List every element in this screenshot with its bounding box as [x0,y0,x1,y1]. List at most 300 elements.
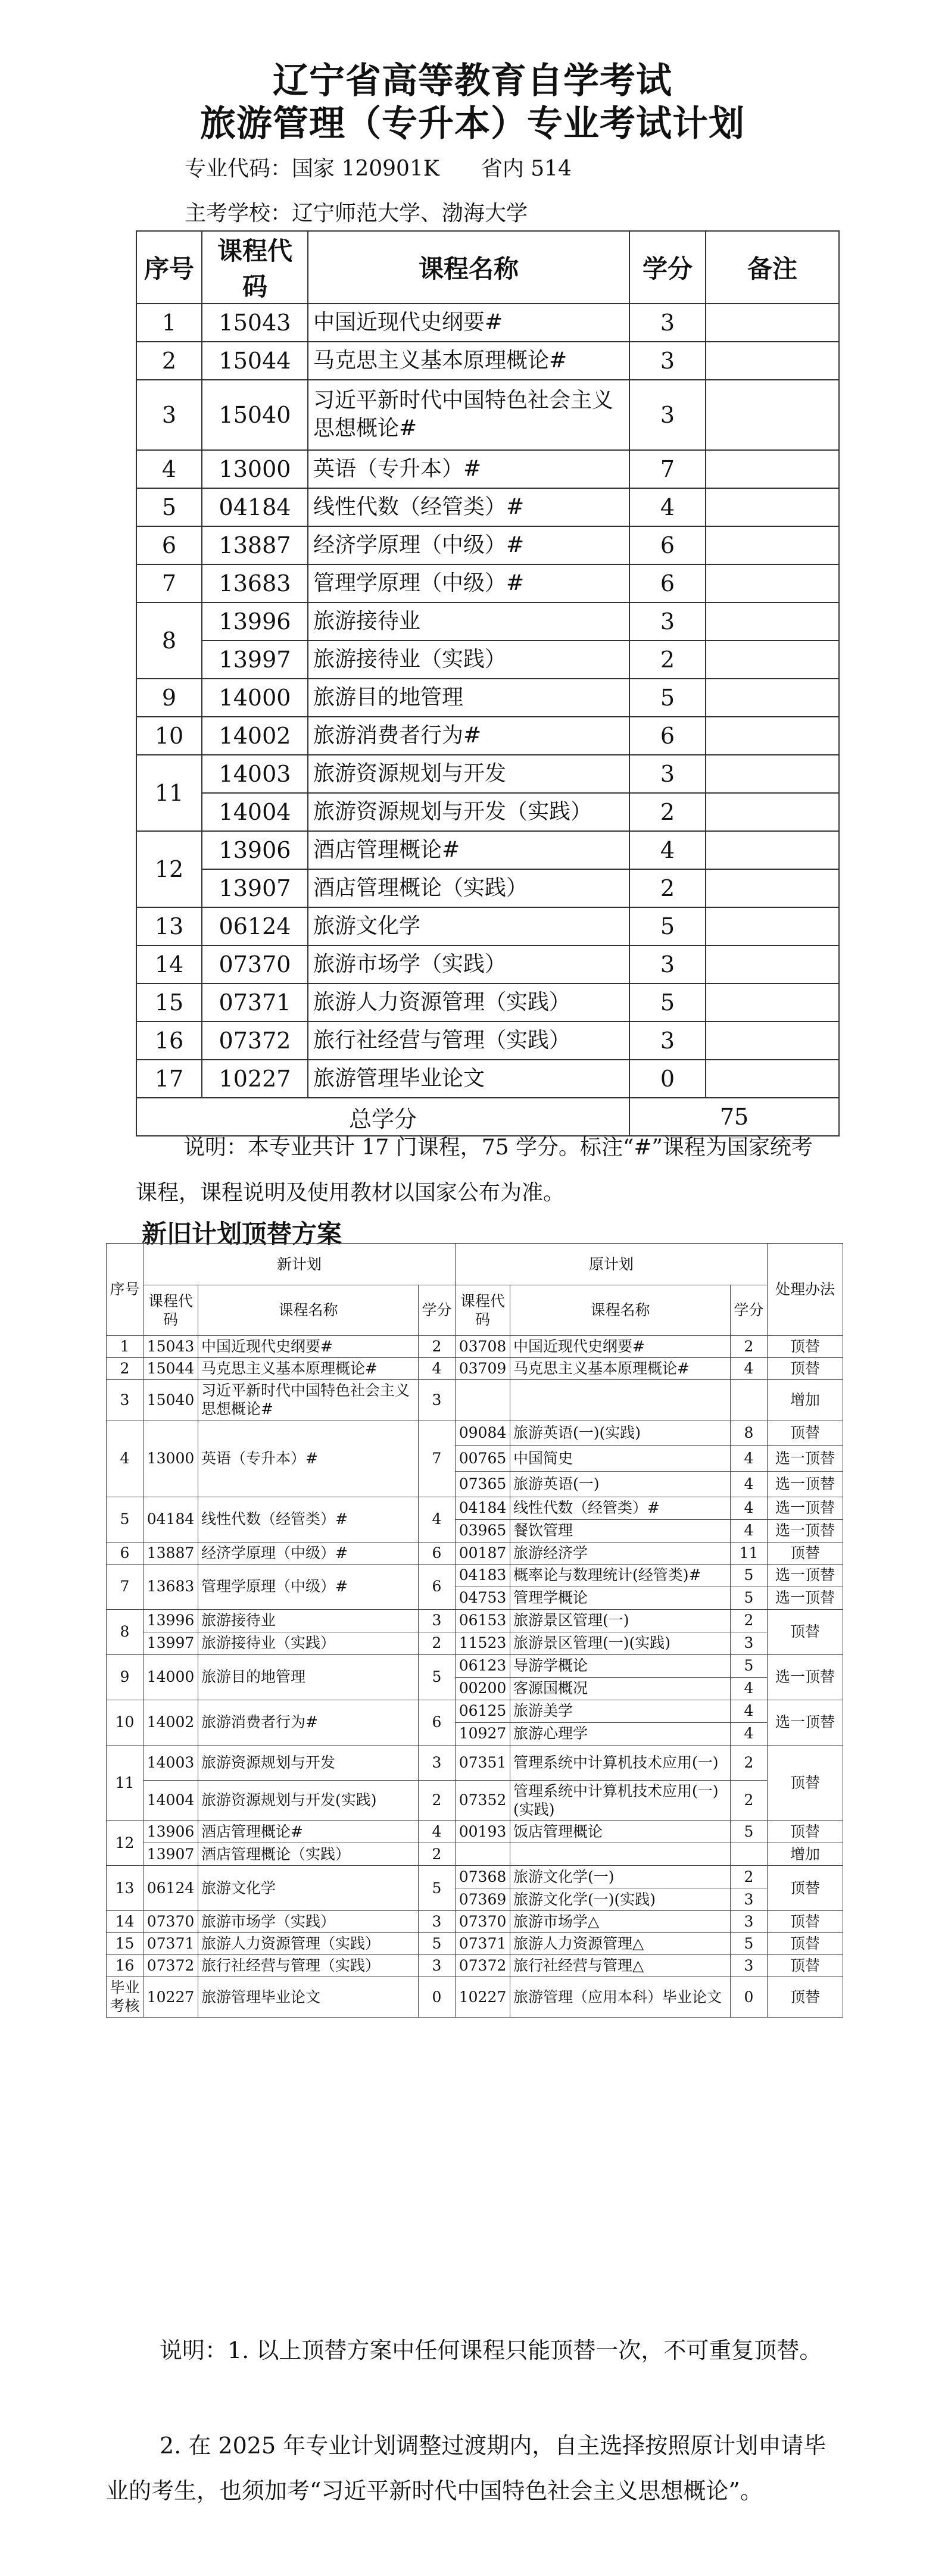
table-row [107,1911,843,1933]
new-course-credit: 3 [419,1380,456,1420]
table-row [107,1358,843,1380]
col-header-old-plan: 原计划 [456,1244,768,1285]
new-course-code: 07371 [144,1933,198,1955]
course-name: 旅游接待业 [308,602,629,641]
course-credit: 4 [629,831,706,869]
course-code: 13906 [202,831,308,869]
new-course-name: 马克思主义基本原理概论# [198,1358,419,1380]
old-course-name: 旅游英语(一)(实践) [510,1420,731,1445]
new-course-credit: 0 [419,1977,456,2018]
old-course-name: 旅游管理（应用本科）毕业论文 [510,1977,731,2018]
course-remark [706,304,839,342]
row-number: 12 [136,831,202,907]
action: 顶替 [768,1821,843,1843]
old-course-name: 旅游景区管理(一)(实践) [510,1632,731,1654]
action: 顶替 [768,1911,843,1933]
new-course-name: 经济学原理（中级）# [198,1542,419,1564]
row-number: 15 [136,983,202,1022]
table-row [107,1654,843,1677]
old-course-code [456,1843,510,1866]
old-course-code: 04753 [456,1587,510,1609]
group-number: 12 [107,1821,144,1866]
new-course-code: 06124 [144,1866,198,1911]
course-remark [706,945,839,983]
old-course-credit: 3 [731,1632,768,1654]
new-course-name: 管理学原理（中级）# [198,1564,419,1609]
action: 选一顶替 [768,1700,843,1745]
new-course-name: 旅行社经营与管理（实践） [198,1955,419,1977]
new-course-code: 15044 [144,1358,198,1380]
table-row [107,1420,843,1445]
table-row [107,1780,843,1821]
col-header-action: 处理办法 [768,1244,843,1336]
course-remark [706,679,839,717]
table-row [136,755,839,793]
action: 顶替 [768,1955,843,1977]
course-code: 14000 [202,679,308,717]
course-code: 13997 [202,641,308,679]
old-course-code: 00187 [456,1542,510,1564]
action: 顶替 [768,1933,843,1955]
row-number: 2 [136,342,202,380]
table-row [136,945,839,983]
new-course-code: 14002 [144,1700,198,1745]
new-course-credit: 4 [419,1358,456,1380]
new-course-credit: 2 [419,1780,456,1821]
main-col-header: 学分 [629,231,706,304]
old-course-name: 旅游美学 [510,1700,731,1722]
doc-title: 辽宁省高等教育自学考试 [273,60,672,102]
old-course-credit: 2 [731,1336,768,1358]
old-course-name: 旅行社经营与管理△ [510,1955,731,1977]
action: 选一顶替 [768,1654,843,1700]
course-code: 04184 [202,488,308,526]
table-row [107,1380,843,1420]
table-row [107,1564,843,1587]
plan-note: 说明：本专业共计 17 门课程，75 学分。标注“#”课程为国家统考课程，课程说明及使用教材以国家公布为准。 [136,1135,813,1205]
old-course-credit: 5 [731,1587,768,1609]
old-course-name: 概率论与数理统计(经管类)# [510,1564,731,1587]
table-row [136,831,839,869]
course-name: 旅游资源规划与开发（实践） [308,793,629,831]
old-course-code: 07368 [456,1866,510,1888]
table-row [136,564,839,602]
new-course-credit: 7 [419,1420,456,1497]
old-course-credit: 4 [731,1519,768,1542]
old-course-name: 旅游经济学 [510,1542,731,1564]
action: 选一顶替 [768,1587,843,1609]
group-number: 2 [107,1358,144,1380]
group-number: 10 [107,1700,144,1745]
old-course-credit: 3 [731,1911,768,1933]
group-number: 5 [107,1497,144,1542]
national-code: 专业代码：国家 120901K [185,157,439,181]
new-course-code: 13997 [144,1632,198,1654]
action: 顶替 [768,1866,843,1911]
old-course-code: 00765 [456,1445,510,1471]
old-course-code: 07352 [456,1780,510,1821]
course-credit: 6 [629,717,706,755]
new-course-credit: 5 [419,1933,456,1955]
group-number: 1 [107,1336,144,1358]
table-row [136,1060,839,1098]
course-credit: 3 [629,602,706,641]
new-course-name: 旅游人力资源管理（实践） [198,1933,419,1955]
old-course-name: 线性代数（经管类）# [510,1497,731,1519]
main-col-header: 序号 [136,231,202,304]
col-header-new-name: 课程名称 [198,1285,419,1336]
course-credit: 5 [629,983,706,1022]
col-header-old-credit: 学分 [731,1285,768,1336]
course-name: 旅行社经营与管理（实践） [308,1022,629,1060]
course-credit: 7 [629,450,706,488]
new-course-code: 10227 [144,1977,198,2018]
table-row [107,1700,843,1722]
course-code: 14003 [202,755,308,793]
group-number: 8 [107,1609,144,1654]
new-course-name: 旅游管理毕业论文 [198,1977,419,2018]
old-course-code: 06123 [456,1654,510,1677]
old-course-name: 旅游英语(一) [510,1471,731,1497]
new-course-credit: 3 [419,1955,456,1977]
old-course-code: 10227 [456,1977,510,2018]
table-row [136,983,839,1022]
new-course-name: 旅游文化学 [198,1866,419,1911]
action: 增加 [768,1843,843,1866]
action: 选一顶替 [768,1471,843,1497]
row-number: 9 [136,679,202,717]
province-code: 省内 514 [481,157,572,181]
group-number: 14 [107,1911,144,1933]
section-title: 新旧计划顶替方案 [142,1219,342,1248]
course-credit: 2 [629,869,706,907]
new-course-credit: 2 [419,1336,456,1358]
course-credit: 3 [629,1022,706,1060]
old-course-credit: 4 [731,1471,768,1497]
course-name: 英语（专升本）# [308,450,629,488]
course-remark [706,526,839,564]
row-number: 11 [136,755,202,831]
old-course-credit: 3 [731,1955,768,1977]
course-credit: 3 [629,755,706,793]
course-code: 13996 [202,602,308,641]
course-name: 经济学原理（中级）# [308,526,629,564]
new-course-name: 英语（专升本）# [198,1420,419,1497]
old-course-code: 06125 [456,1700,510,1722]
group-number: 3 [107,1380,144,1420]
total-value: 75 [629,1098,839,1136]
course-code: 13887 [202,526,308,564]
old-course-credit: 11 [731,1542,768,1564]
old-course-code: 07369 [456,1888,510,1911]
col-header-old-name: 课程名称 [510,1285,731,1336]
course-remark [706,450,839,488]
group-number: 16 [107,1955,144,1977]
course-credit: 5 [629,679,706,717]
old-course-name: 旅游心理学 [510,1722,731,1745]
new-course-name: 旅游接待业 [198,1609,419,1632]
course-remark [706,564,839,602]
action: 顶替 [768,1358,843,1380]
replacement-note-2: 2. 在 2025 年专业计划调整过渡期内，自主选择按照原计划申请毕业的考生，也须加考“习近平新时代中国特色社会主义思想概论”。 [106,2433,827,2504]
new-course-name: 线性代数（经管类）# [198,1497,419,1542]
old-course-credit [731,1380,768,1420]
replacement-note-1: 说明：1. 以上顶替方案中任何课程只能顶替一次，不可重复顶替。 [160,2337,822,2363]
course-remark [706,907,839,945]
old-course-name: 旅游人力资源管理△ [510,1933,731,1955]
col-header-new-code: 课程代码 [144,1285,198,1336]
course-name: 习近平新时代中国特色社会主义思想概论# [308,380,629,450]
old-course-credit: 0 [731,1977,768,2018]
course-credit: 6 [629,564,706,602]
course-remark [706,831,839,869]
course-code: 07372 [202,1022,308,1060]
old-course-name: 中国简史 [510,1445,731,1471]
table-row [107,1609,843,1632]
course-name: 旅游接待业（实践） [308,641,629,679]
group-number: 7 [107,1564,144,1609]
old-course-code: 03708 [456,1336,510,1358]
action: 选一顶替 [768,1564,843,1587]
new-course-name: 习近平新时代中国特色社会主义思想概论# [198,1380,419,1420]
old-course-credit: 4 [731,1445,768,1471]
new-course-code: 07372 [144,1955,198,1977]
old-course-credit: 4 [731,1677,768,1700]
row-number: 14 [136,945,202,983]
replacement-table [106,1243,843,2018]
old-course-code: 11523 [456,1632,510,1654]
main-col-header: 课程名称 [308,231,629,304]
new-course-credit: 2 [419,1843,456,1866]
table-row [136,526,839,564]
table-row [107,1955,843,1977]
old-course-code: 04184 [456,1497,510,1519]
course-name: 管理学原理（中级）# [308,564,629,602]
course-name: 酒店管理概论# [308,831,629,869]
old-course-credit: 4 [731,1700,768,1722]
action: 顶替 [768,1336,843,1358]
course-name: 酒店管理概论（实践） [308,869,629,907]
table-row [136,342,839,380]
new-course-credit: 5 [419,1654,456,1700]
col-header-no: 序号 [107,1244,144,1336]
new-course-credit: 6 [419,1542,456,1564]
old-course-code: 03709 [456,1358,510,1380]
new-course-name: 旅游目的地管理 [198,1654,419,1700]
course-code: 14004 [202,793,308,831]
action: 顶替 [768,1420,843,1445]
new-course-code: 15040 [144,1380,198,1420]
course-credit: 6 [629,526,706,564]
table-row [136,869,839,907]
table-row [136,380,839,450]
new-course-credit: 6 [419,1700,456,1745]
new-course-name: 旅游消费者行为# [198,1700,419,1745]
row-number: 5 [136,488,202,526]
course-remark [706,602,839,641]
old-course-credit: 4 [731,1358,768,1380]
old-course-name [510,1380,731,1420]
new-course-code: 13996 [144,1609,198,1632]
course-name: 旅游资源规划与开发 [308,755,629,793]
table-header-row [136,231,839,304]
old-course-name: 中国近现代史纲要# [510,1336,731,1358]
old-course-name: 马克思主义基本原理概论# [510,1358,731,1380]
col-header-new-plan: 新计划 [144,1244,456,1285]
course-name: 旅游消费者行为# [308,717,629,755]
action: 顶替 [768,1745,843,1821]
group-number: 13 [107,1866,144,1911]
host-schools: 主考学校：辽宁师范大学、渤海大学 [185,201,528,226]
table-row [107,1745,843,1780]
old-course-name [510,1843,731,1866]
new-course-code: 13000 [144,1420,198,1497]
doc-subtitle: 旅游管理（专升本）专业考试计划 [200,103,745,145]
course-remark [706,869,839,907]
course-name: 中国近现代史纲要# [308,304,629,342]
old-course-code: 07370 [456,1911,510,1933]
old-course-credit: 2 [731,1745,768,1780]
table-row [136,304,839,342]
course-remark [706,983,839,1022]
new-course-credit: 3 [419,1609,456,1632]
course-code: 15040 [202,380,308,450]
new-course-credit: 3 [419,1745,456,1780]
new-course-credit: 6 [419,1564,456,1609]
group-number: 4 [107,1420,144,1497]
course-remark [706,717,839,755]
row-number: 16 [136,1022,202,1060]
table-row [136,450,839,488]
table-row [107,1977,843,2018]
table-row [107,1843,843,1866]
table-row [107,1542,843,1564]
new-course-name: 旅游资源规划与开发 [198,1745,419,1780]
new-course-credit: 3 [419,1911,456,1933]
course-code: 06124 [202,907,308,945]
old-course-code: 07351 [456,1745,510,1780]
new-course-credit: 4 [419,1821,456,1843]
row-number: 17 [136,1060,202,1098]
old-course-credit: 5 [731,1821,768,1843]
group-number: 9 [107,1654,144,1700]
course-code: 14002 [202,717,308,755]
row-number: 10 [136,717,202,755]
table-row [107,1336,843,1358]
old-course-name: 旅游市场学△ [510,1911,731,1933]
table-row [107,1933,843,1955]
old-course-code: 07365 [456,1471,510,1497]
action: 选一顶替 [768,1445,843,1471]
group-number: 6 [107,1542,144,1564]
old-course-code: 07372 [456,1955,510,1977]
table-row [107,1632,843,1654]
course-credit: 2 [629,793,706,831]
new-course-name: 酒店管理概论（实践） [198,1843,419,1866]
new-course-code: 13906 [144,1821,198,1843]
old-course-credit: 2 [731,1780,768,1821]
action: 选一顶替 [768,1519,843,1542]
old-course-code: 00200 [456,1677,510,1700]
old-course-code: 06153 [456,1609,510,1632]
old-course-credit: 4 [731,1722,768,1745]
old-course-name: 导游学概论 [510,1654,731,1677]
course-name: 旅游管理毕业论文 [308,1060,629,1098]
row-number: 7 [136,564,202,602]
new-course-credit: 4 [419,1497,456,1542]
old-course-name: 餐饮管理 [510,1519,731,1542]
course-remark [706,488,839,526]
old-course-credit: 5 [731,1654,768,1677]
old-course-code: 03965 [456,1519,510,1542]
table-row [107,1866,843,1888]
new-course-code: 14004 [144,1780,198,1821]
new-course-name: 旅游市场学（实践） [198,1911,419,1933]
course-name: 线性代数（经管类）# [308,488,629,526]
major-code-line [185,152,572,182]
old-course-credit: 3 [731,1888,768,1911]
new-course-name: 旅游接待业（实践） [198,1632,419,1654]
row-number: 4 [136,450,202,488]
table-row [107,1821,843,1843]
course-credit: 3 [629,380,706,450]
old-course-code: 00193 [456,1821,510,1843]
old-course-credit: 2 [731,1609,768,1632]
row-number: 13 [136,907,202,945]
new-course-code: 04184 [144,1497,198,1542]
old-course-name: 管理系统中计算机技术应用(一) [510,1745,731,1780]
col-header-old-code: 课程代码 [456,1285,510,1336]
row-number: 8 [136,602,202,679]
course-code: 10227 [202,1060,308,1098]
course-remark [706,342,839,380]
table-row [136,602,839,641]
new-course-code: 14003 [144,1745,198,1780]
action: 顶替 [768,1542,843,1564]
course-name: 马克思主义基本原理概论# [308,342,629,380]
old-course-credit: 4 [731,1497,768,1519]
new-course-code: 13907 [144,1843,198,1866]
old-course-credit: 8 [731,1420,768,1445]
old-course-name: 饭店管理概论 [510,1821,731,1843]
course-remark [706,1060,839,1098]
old-course-credit: 2 [731,1866,768,1888]
course-remark [706,755,839,793]
course-credit: 3 [629,945,706,983]
course-remark [706,793,839,831]
col-header-new-credit: 学分 [419,1285,456,1336]
course-code: 13000 [202,450,308,488]
course-name: 旅游目的地管理 [308,679,629,717]
main-col-header: 备注 [706,231,839,304]
course-code: 13683 [202,564,308,602]
total-label: 总学分 [136,1098,629,1136]
new-course-code: 15043 [144,1336,198,1358]
course-credit: 5 [629,907,706,945]
new-course-code: 13683 [144,1564,198,1609]
table-row [136,488,839,526]
new-course-name: 中国近现代史纲要# [198,1336,419,1358]
row-number: 3 [136,380,202,450]
table-row [136,641,839,679]
table-row [136,907,839,945]
row-number: 1 [136,304,202,342]
course-code: 13907 [202,869,308,907]
course-code: 07371 [202,983,308,1022]
action: 选一顶替 [768,1497,843,1519]
table-row [136,717,839,755]
course-credit: 2 [629,641,706,679]
